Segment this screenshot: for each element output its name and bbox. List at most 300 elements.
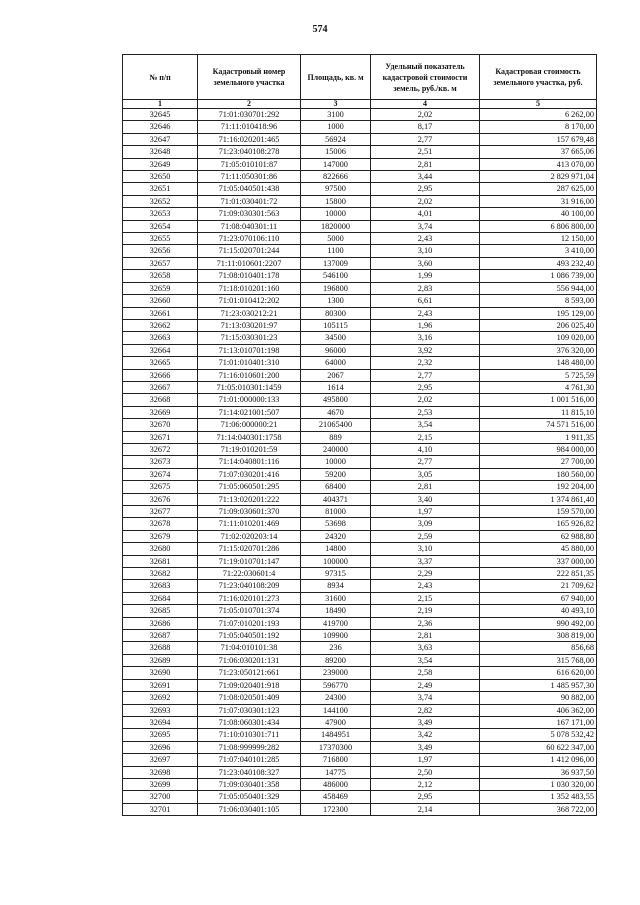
table-row xyxy=(123,605,597,617)
indicator-cell: 2,81 xyxy=(371,158,480,170)
table-row xyxy=(123,530,597,542)
indicator-cell: 4,10 xyxy=(371,443,480,455)
table-row xyxy=(123,592,597,604)
row-number-cell: 32689 xyxy=(123,654,198,666)
value-cell: 45 880,00 xyxy=(480,543,597,555)
indicator-cell: 1,97 xyxy=(371,506,480,518)
table-row xyxy=(123,679,597,691)
table-row xyxy=(123,741,597,753)
area-cell: 596770 xyxy=(301,679,371,691)
table-row xyxy=(123,394,597,406)
column-number: 2 xyxy=(198,100,301,109)
row-number-cell: 32692 xyxy=(123,692,198,704)
cadastral-number-cell: 71:05:040501:438 xyxy=(198,183,301,195)
row-number-cell: 32666 xyxy=(123,369,198,381)
area-cell: 89200 xyxy=(301,654,371,666)
cadastral-number-cell: 71:09:030301:563 xyxy=(198,208,301,220)
row-number-cell: 32652 xyxy=(123,195,198,207)
column-number: 1 xyxy=(123,100,198,109)
area-cell: 24320 xyxy=(301,530,371,542)
indicator-cell: 3,09 xyxy=(371,518,480,530)
value-cell: 1 412 096,00 xyxy=(480,754,597,766)
cadastral-number-cell: 71:15:030301:23 xyxy=(198,332,301,344)
row-number-cell: 32701 xyxy=(123,803,198,815)
row-number-cell: 32670 xyxy=(123,419,198,431)
cadastral-number-cell: 71:07:030201:416 xyxy=(198,468,301,480)
cadastral-number-cell: 71:09:020401:918 xyxy=(198,679,301,691)
indicator-cell: 2,36 xyxy=(371,617,480,629)
cadastral-number-cell: 71:06:000000:21 xyxy=(198,419,301,431)
value-cell: 1 911,35 xyxy=(480,431,597,443)
area-cell: 239000 xyxy=(301,667,371,679)
area-cell: 10000 xyxy=(301,208,371,220)
table-row xyxy=(123,195,597,207)
table-row xyxy=(123,109,597,121)
header-cadastral-value: Кадастровая стоимость земельного участка, руб. xyxy=(480,55,597,100)
row-number-cell: 32648 xyxy=(123,146,198,158)
area-cell: 97315 xyxy=(301,568,371,580)
row-number-cell: 32653 xyxy=(123,208,198,220)
indicator-cell: 3,05 xyxy=(371,468,480,480)
cadastral-number-cell: 71:07:030301:123 xyxy=(198,704,301,716)
value-cell: 406 362,00 xyxy=(480,704,597,716)
area-cell: 24300 xyxy=(301,692,371,704)
row-number-cell: 32699 xyxy=(123,778,198,790)
column-number: 3 xyxy=(301,100,371,109)
cadastral-number-cell: 71:23:070106:110 xyxy=(198,233,301,245)
area-cell: 2067 xyxy=(301,369,371,381)
value-cell: 159 570,00 xyxy=(480,506,597,518)
indicator-cell: 2,43 xyxy=(371,580,480,592)
area-cell: 137009 xyxy=(301,257,371,269)
table-row xyxy=(123,543,597,555)
cadastral-number-cell: 71:07:040101:285 xyxy=(198,754,301,766)
table-row xyxy=(123,704,597,716)
header-cadastral-number: Кадастровый номер земельного участка xyxy=(198,55,301,100)
area-cell: 172300 xyxy=(301,803,371,815)
area-cell: 495800 xyxy=(301,394,371,406)
area-cell: 47900 xyxy=(301,716,371,728)
row-number-cell: 32686 xyxy=(123,617,198,629)
indicator-cell: 3,37 xyxy=(371,555,480,567)
indicator-cell: 2,15 xyxy=(371,592,480,604)
area-cell: 31600 xyxy=(301,592,371,604)
value-cell: 36 937,50 xyxy=(480,766,597,778)
cadastral-number-cell: 71:11:010601:2207 xyxy=(198,257,301,269)
cadastral-number-cell: 71:05:040501:192 xyxy=(198,630,301,642)
column-number: 5 xyxy=(480,100,597,109)
table-row xyxy=(123,381,597,393)
table-row xyxy=(123,729,597,741)
area-cell: 56924 xyxy=(301,133,371,145)
cadastral-number-cell: 71:16:020101:273 xyxy=(198,592,301,604)
indicator-cell: 3,44 xyxy=(371,171,480,183)
header-row-number: № п/п xyxy=(123,55,198,100)
row-number-cell: 32695 xyxy=(123,729,198,741)
area-cell: 3100 xyxy=(301,109,371,121)
value-cell: 37 665,06 xyxy=(480,146,597,158)
indicator-cell: 2,83 xyxy=(371,282,480,294)
cadastral-number-cell: 71:11:010418:96 xyxy=(198,121,301,133)
value-cell: 206 025,40 xyxy=(480,319,597,331)
value-cell: 195 129,00 xyxy=(480,307,597,319)
value-cell: 157 679,48 xyxy=(480,133,597,145)
indicator-cell: 2,77 xyxy=(371,456,480,468)
value-cell: 27 700,00 xyxy=(480,456,597,468)
table-row xyxy=(123,183,597,195)
indicator-cell: 3,10 xyxy=(371,543,480,555)
cadastral-number-cell: 71:14:040801:116 xyxy=(198,456,301,468)
value-cell: 2 829 971,04 xyxy=(480,171,597,183)
value-cell: 31 916,00 xyxy=(480,195,597,207)
cadastral-number-cell: 71:23:040108:209 xyxy=(198,580,301,592)
value-cell: 40 493,10 xyxy=(480,605,597,617)
indicator-cell: 2,77 xyxy=(371,369,480,381)
indicator-cell: 2,19 xyxy=(371,605,480,617)
value-cell: 376 320,00 xyxy=(480,344,597,356)
table-header-row xyxy=(123,55,597,100)
value-cell: 856,68 xyxy=(480,642,597,654)
table-row xyxy=(123,332,597,344)
value-cell: 167 171,00 xyxy=(480,716,597,728)
cadastral-number-cell: 71:08:040301:11 xyxy=(198,220,301,232)
area-cell: 96000 xyxy=(301,344,371,356)
table-row xyxy=(123,667,597,679)
table-row xyxy=(123,257,597,269)
indicator-cell: 3,74 xyxy=(371,220,480,232)
table-row xyxy=(123,493,597,505)
area-cell: 716800 xyxy=(301,754,371,766)
row-number-cell: 32658 xyxy=(123,270,198,282)
indicator-cell: 2,53 xyxy=(371,406,480,418)
area-cell: 1484951 xyxy=(301,729,371,741)
row-number-cell: 32660 xyxy=(123,295,198,307)
indicator-cell: 3,60 xyxy=(371,257,480,269)
value-cell: 1 374 861,40 xyxy=(480,493,597,505)
indicator-cell: 3,49 xyxy=(371,741,480,753)
cadastral-number-cell: 71:15:020701:244 xyxy=(198,245,301,257)
area-cell: 21065400 xyxy=(301,419,371,431)
row-number-cell: 32700 xyxy=(123,791,198,803)
row-number-cell: 32659 xyxy=(123,282,198,294)
value-cell: 616 620,00 xyxy=(480,667,597,679)
table-row xyxy=(123,803,597,815)
indicator-cell: 2,02 xyxy=(371,109,480,121)
cadastral-number-cell: 71:01:010401:310 xyxy=(198,357,301,369)
indicator-cell: 2,32 xyxy=(371,357,480,369)
row-number-cell: 32664 xyxy=(123,344,198,356)
cadastral-number-cell: 71:08:010401:178 xyxy=(198,270,301,282)
row-number-cell: 32651 xyxy=(123,183,198,195)
row-number-cell: 32698 xyxy=(123,766,198,778)
cadastral-number-cell: 71:19:010201:59 xyxy=(198,443,301,455)
row-number-cell: 32668 xyxy=(123,394,198,406)
cadastral-number-cell: 71:09:030401:358 xyxy=(198,778,301,790)
area-cell: 546100 xyxy=(301,270,371,282)
area-cell: 15006 xyxy=(301,146,371,158)
value-cell: 6 806 800,00 xyxy=(480,220,597,232)
row-number-cell: 32665 xyxy=(123,357,198,369)
cadastral-number-cell: 71:01:010412:202 xyxy=(198,295,301,307)
row-number-cell: 32683 xyxy=(123,580,198,592)
table-row xyxy=(123,456,597,468)
area-cell: 236 xyxy=(301,642,371,654)
indicator-cell: 3,63 xyxy=(371,642,480,654)
indicator-cell: 2,02 xyxy=(371,195,480,207)
table-row xyxy=(123,778,597,790)
area-cell: 1100 xyxy=(301,245,371,257)
cadastral-number-cell: 71:14:040301:1758 xyxy=(198,431,301,443)
area-cell: 105115 xyxy=(301,319,371,331)
cadastral-number-cell: 71:09:030601:370 xyxy=(198,506,301,518)
value-cell: 368 722,00 xyxy=(480,803,597,815)
table-row xyxy=(123,754,597,766)
row-number-cell: 32669 xyxy=(123,406,198,418)
cadastral-number-cell: 71:23:040108:278 xyxy=(198,146,301,158)
table-row xyxy=(123,307,597,319)
table-row xyxy=(123,692,597,704)
value-cell: 148 480,00 xyxy=(480,357,597,369)
cadastral-number-cell: 71:01:030401:72 xyxy=(198,195,301,207)
area-cell: 68400 xyxy=(301,481,371,493)
row-number-cell: 32675 xyxy=(123,481,198,493)
cadastral-number-cell: 71:05:050401:329 xyxy=(198,791,301,803)
area-cell: 4670 xyxy=(301,406,371,418)
area-cell: 196800 xyxy=(301,282,371,294)
row-number-cell: 32645 xyxy=(123,109,198,121)
row-number-cell: 32687 xyxy=(123,630,198,642)
area-cell: 889 xyxy=(301,431,371,443)
indicator-cell: 2,95 xyxy=(371,791,480,803)
value-cell: 11 815,10 xyxy=(480,406,597,418)
table-row xyxy=(123,357,597,369)
cadastral-number-cell: 71:05:060501:295 xyxy=(198,481,301,493)
cadastral-number-cell: 71:04:010101:38 xyxy=(198,642,301,654)
row-number-cell: 32677 xyxy=(123,506,198,518)
indicator-cell: 1,99 xyxy=(371,270,480,282)
value-cell: 74 571 516,00 xyxy=(480,419,597,431)
row-number-cell: 32673 xyxy=(123,456,198,468)
indicator-cell: 3,16 xyxy=(371,332,480,344)
cadastral-number-cell: 71:06:030401:105 xyxy=(198,803,301,815)
indicator-cell: 3,54 xyxy=(371,654,480,666)
value-cell: 109 020,00 xyxy=(480,332,597,344)
row-number-cell: 32679 xyxy=(123,530,198,542)
table-row xyxy=(123,568,597,580)
row-number-cell: 32650 xyxy=(123,171,198,183)
value-cell: 5 725,59 xyxy=(480,369,597,381)
value-cell: 192 204,00 xyxy=(480,481,597,493)
area-cell: 100000 xyxy=(301,555,371,567)
table-row xyxy=(123,171,597,183)
cadastral-number-cell: 71:22:030601:4 xyxy=(198,568,301,580)
cadastral-number-cell: 71:10:010301:711 xyxy=(198,729,301,741)
column-number: 4 xyxy=(371,100,480,109)
cadastral-value-table xyxy=(122,54,597,816)
table-row xyxy=(123,146,597,158)
indicator-cell: 2,29 xyxy=(371,568,480,580)
table-row xyxy=(123,270,597,282)
indicator-cell: 2,49 xyxy=(371,679,480,691)
row-number-cell: 32693 xyxy=(123,704,198,716)
cadastral-number-cell: 71:23:030212:21 xyxy=(198,307,301,319)
area-cell: 53698 xyxy=(301,518,371,530)
row-number-cell: 32694 xyxy=(123,716,198,728)
indicator-cell: 3,92 xyxy=(371,344,480,356)
value-cell: 180 560,00 xyxy=(480,468,597,480)
value-cell: 1 001 516,00 xyxy=(480,394,597,406)
area-cell: 5000 xyxy=(301,233,371,245)
indicator-cell: 2,02 xyxy=(371,394,480,406)
indicator-cell: 3,40 xyxy=(371,493,480,505)
indicator-cell: 2,50 xyxy=(371,766,480,778)
table-row xyxy=(123,295,597,307)
area-cell: 18490 xyxy=(301,605,371,617)
table-row xyxy=(123,766,597,778)
area-cell: 1000 xyxy=(301,121,371,133)
area-cell: 10000 xyxy=(301,456,371,468)
cadastral-number-cell: 71:05:010101:87 xyxy=(198,158,301,170)
table-row xyxy=(123,555,597,567)
table-row xyxy=(123,654,597,666)
table-row xyxy=(123,245,597,257)
value-cell: 1 352 483,55 xyxy=(480,791,597,803)
value-cell: 5 078 532,42 xyxy=(480,729,597,741)
row-number-cell: 32681 xyxy=(123,555,198,567)
page-number: 574 xyxy=(312,24,328,35)
cadastral-number-cell: 71:05:010301:1459 xyxy=(198,381,301,393)
area-cell: 1300 xyxy=(301,295,371,307)
indicator-cell: 2,43 xyxy=(371,233,480,245)
table-body xyxy=(123,109,597,816)
table-row xyxy=(123,431,597,443)
indicator-cell: 3,10 xyxy=(371,245,480,257)
indicator-cell: 2,12 xyxy=(371,778,480,790)
indicator-cell: 3,54 xyxy=(371,419,480,431)
area-cell: 97500 xyxy=(301,183,371,195)
row-number-cell: 32647 xyxy=(123,133,198,145)
row-number-cell: 32680 xyxy=(123,543,198,555)
area-cell: 144100 xyxy=(301,704,371,716)
cadastral-number-cell: 71:08:020501:409 xyxy=(198,692,301,704)
value-cell: 8 170,00 xyxy=(480,121,597,133)
value-cell: 165 926,82 xyxy=(480,518,597,530)
value-cell: 308 819,00 xyxy=(480,630,597,642)
indicator-cell: 2,51 xyxy=(371,146,480,158)
header-specific-indicator: Удельный показатель кадастровой стоимости земель, руб./кв. м xyxy=(371,55,480,100)
row-number-cell: 32682 xyxy=(123,568,198,580)
area-cell: 486000 xyxy=(301,778,371,790)
table-row xyxy=(123,233,597,245)
area-cell: 59200 xyxy=(301,468,371,480)
area-cell: 1614 xyxy=(301,381,371,393)
table-row xyxy=(123,406,597,418)
cadastral-number-cell: 71:13:020201:222 xyxy=(198,493,301,505)
indicator-cell: 8,17 xyxy=(371,121,480,133)
cadastral-number-cell: 71:19:010701:147 xyxy=(198,555,301,567)
value-cell: 984 000,00 xyxy=(480,443,597,455)
area-cell: 109900 xyxy=(301,630,371,642)
value-cell: 1 485 957,30 xyxy=(480,679,597,691)
indicator-cell: 6,61 xyxy=(371,295,480,307)
table-row xyxy=(123,443,597,455)
row-number-cell: 32697 xyxy=(123,754,198,766)
value-cell: 6 262,00 xyxy=(480,109,597,121)
indicator-cell: 3,42 xyxy=(371,729,480,741)
value-cell: 337 000,00 xyxy=(480,555,597,567)
area-cell: 81000 xyxy=(301,506,371,518)
indicator-cell: 2,95 xyxy=(371,183,480,195)
row-number-cell: 32667 xyxy=(123,381,198,393)
area-cell: 14775 xyxy=(301,766,371,778)
value-cell: 12 150,00 xyxy=(480,233,597,245)
area-cell: 147000 xyxy=(301,158,371,170)
value-cell: 287 625,00 xyxy=(480,183,597,195)
cadastral-number-cell: 71:08:060301:434 xyxy=(198,716,301,728)
cadastral-number-cell: 71:16:010601:200 xyxy=(198,369,301,381)
table-row xyxy=(123,158,597,170)
table-row xyxy=(123,642,597,654)
table-row xyxy=(123,419,597,431)
table-row xyxy=(123,481,597,493)
value-cell: 315 768,00 xyxy=(480,654,597,666)
row-number-cell: 32671 xyxy=(123,431,198,443)
table-row xyxy=(123,282,597,294)
row-number-cell: 32661 xyxy=(123,307,198,319)
row-number-cell: 32649 xyxy=(123,158,198,170)
table-row xyxy=(123,344,597,356)
row-number-cell: 32691 xyxy=(123,679,198,691)
area-cell: 404371 xyxy=(301,493,371,505)
area-cell: 419700 xyxy=(301,617,371,629)
row-number-cell: 32646 xyxy=(123,121,198,133)
table-row xyxy=(123,208,597,220)
indicator-cell: 2,81 xyxy=(371,630,480,642)
value-cell: 493 232,40 xyxy=(480,257,597,269)
indicator-cell: 4,01 xyxy=(371,208,480,220)
table-row xyxy=(123,133,597,145)
value-cell: 413 070,00 xyxy=(480,158,597,170)
table-row xyxy=(123,468,597,480)
indicator-cell: 2,15 xyxy=(371,431,480,443)
row-number-cell: 32654 xyxy=(123,220,198,232)
row-number-cell: 32678 xyxy=(123,518,198,530)
row-number-cell: 32684 xyxy=(123,592,198,604)
value-cell: 21 709,62 xyxy=(480,580,597,592)
row-number-cell: 32656 xyxy=(123,245,198,257)
row-number-cell: 32674 xyxy=(123,468,198,480)
value-cell: 1 030 320,00 xyxy=(480,778,597,790)
value-cell: 60 622 347,00 xyxy=(480,741,597,753)
cadastral-number-cell: 71:13:030201:97 xyxy=(198,319,301,331)
indicator-cell: 3,49 xyxy=(371,716,480,728)
value-cell: 3 410,00 xyxy=(480,245,597,257)
row-number-cell: 32676 xyxy=(123,493,198,505)
area-cell: 8934 xyxy=(301,580,371,592)
table-row xyxy=(123,716,597,728)
value-cell: 40 100,00 xyxy=(480,208,597,220)
area-cell: 458469 xyxy=(301,791,371,803)
table-row xyxy=(123,506,597,518)
value-cell: 62 988,80 xyxy=(480,530,597,542)
area-cell: 34500 xyxy=(301,332,371,344)
table-row xyxy=(123,369,597,381)
cadastral-number-cell: 71:23:050121:661 xyxy=(198,667,301,679)
row-number-cell: 32690 xyxy=(123,667,198,679)
cadastral-number-cell: 71:23:040108:327 xyxy=(198,766,301,778)
area-cell: 15800 xyxy=(301,195,371,207)
column-number-row xyxy=(123,100,597,109)
